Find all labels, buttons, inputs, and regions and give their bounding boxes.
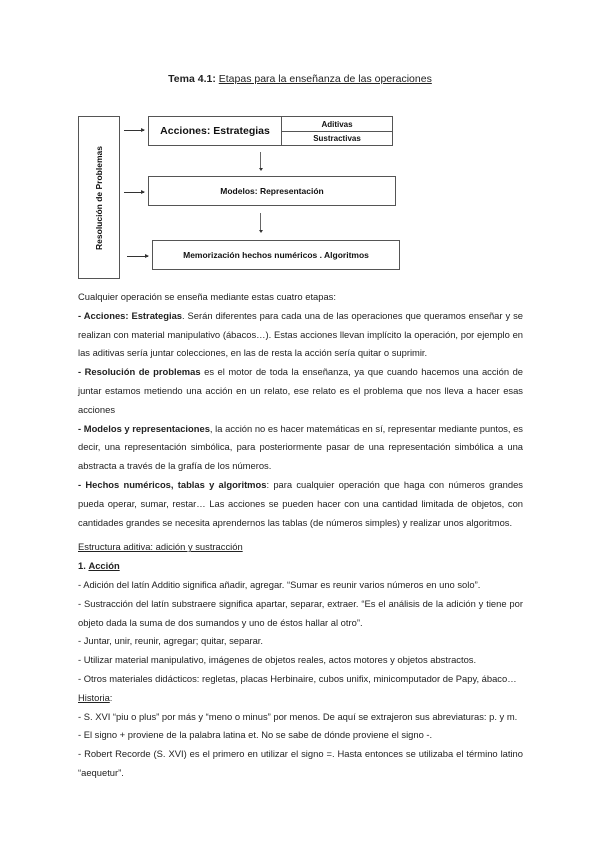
stage-title: - Modelos y representaciones [78,422,210,434]
side-label: Resolución de Problemas [94,145,104,250]
section-heading-text: Estructura aditiva: adición y sustracción [78,541,243,553]
list-item: - Sustracción del latín substraere significa apartar, separar, extraer. “Es el análisis de la adición y tiene por objeto dada la suma de dos sumandos y uno de éstos hallar al otro”. [78,597,523,628]
title-prefix: Tema 4.1: [168,73,216,85]
subsection-number: 1. [78,560,86,572]
arrow-right-icon [124,192,144,193]
box-modelos [148,176,396,206]
box-sustractivas [281,131,393,146]
list-item: - Robert Recorde (S. XVI) es el primero en utilizar el signo =. Hasta entonces se utilizaba el término latino “aequetur”. [78,748,523,778]
list-item: - Juntar, unir, reunir, agregar; quitar, separar. [78,635,263,647]
arrow-down-icon [260,152,261,169]
arrow-right-icon [127,256,148,257]
stage-paragraph [78,363,523,419]
box-modelos-label: Modelos: Representación [220,186,324,196]
stage-text: , la acción no es hacer matemáticas en sí, representar mediante puntos, es decir, una representación simbólica, para posteriormente pasar de una representación simbólica a una abstracta a través de la grafía de los números. [78,422,523,472]
box-acciones [148,116,282,146]
stage-paragraph [78,307,523,363]
page-title [0,73,600,85]
stage-title: - Resolución de problemas [78,366,201,378]
title-text: Etapas para la enseñanza de las operaciones [218,73,432,85]
stage-text: : para cualquier operación que haga con números grandes pueda operar, sumar, restar… Las acciones se pueden hacer con una cantidad limitada de objetos, con cantidades grandes se necesita aprendernos las tablas (de números simples) y realizar unos algoritmos. [78,478,523,528]
box-aditivas-label: Aditivas [321,119,353,129]
list-item: - Utilizar material manipulativo, imágenes de objetos reales, actos motores y objetos abstractos. [78,654,477,666]
stage-title: - Acciones: Estrategias [78,309,182,321]
list-item: - El signo + proviene de la palabra latina et. No se sabe de dónde proviene el signo -. [78,729,433,741]
box-memorizacion [152,240,400,270]
arrow-down-icon [260,213,261,231]
box-acciones-label: Acciones: Estrategias [160,125,270,137]
subsection-heading [78,557,523,576]
intro-paragraph: Cualquier operación se enseña mediante estas cuatro etapas: [78,291,336,302]
list-item: - S. XVI “piu o plus” por más y “meno o minus” por menos. De aquí se extrajeron sus abreviaturas: p. y m. [78,710,518,722]
history-heading [78,689,523,708]
stage-text: es el motor de toda la enseñanza, ya que cuando hacemos una acción de juntar estamos metiendo una acción en un relato, ese relato es el problema que nos lleva a hacer esas acciones [78,366,523,415]
box-sustractivas-label: Sustractivas [313,134,361,143]
stage-paragraph [78,476,523,532]
box-memorizacion-label: Memorización hechos numéricos . Algoritmos [183,250,369,260]
list-item: - Otros materiales didácticos: regletas, placas Herbinaire, cubos unifix, minicomputador de Papy, ábaco… [78,672,517,684]
subsection-title: Acción [88,560,120,572]
arrow-right-icon [124,130,144,131]
stage-text: . Serán diferentes para cada una de las operaciones que queramos enseñar y se realizan con material manipulativo (ábacos…). Estas acciones llevan implícito la operación, por ejemplo en las aditivas sería juntar colecciones, en las de resta la acción sería quitar o suprimir. [78,309,523,359]
body-text [78,288,523,783]
stage-paragraph [78,420,523,476]
box-aditivas [281,116,393,132]
history-colon: : [109,691,113,703]
stage-title: - Hechos numéricos, tablas y algoritmos [78,478,267,490]
section-heading [78,538,523,557]
history-heading-text: Historia [78,691,110,703]
side-box [78,116,120,279]
list-item: - Adición del latín Additio significa añadir, agregar. “Sumar es reunir varios números en uno solo”. [78,578,481,590]
